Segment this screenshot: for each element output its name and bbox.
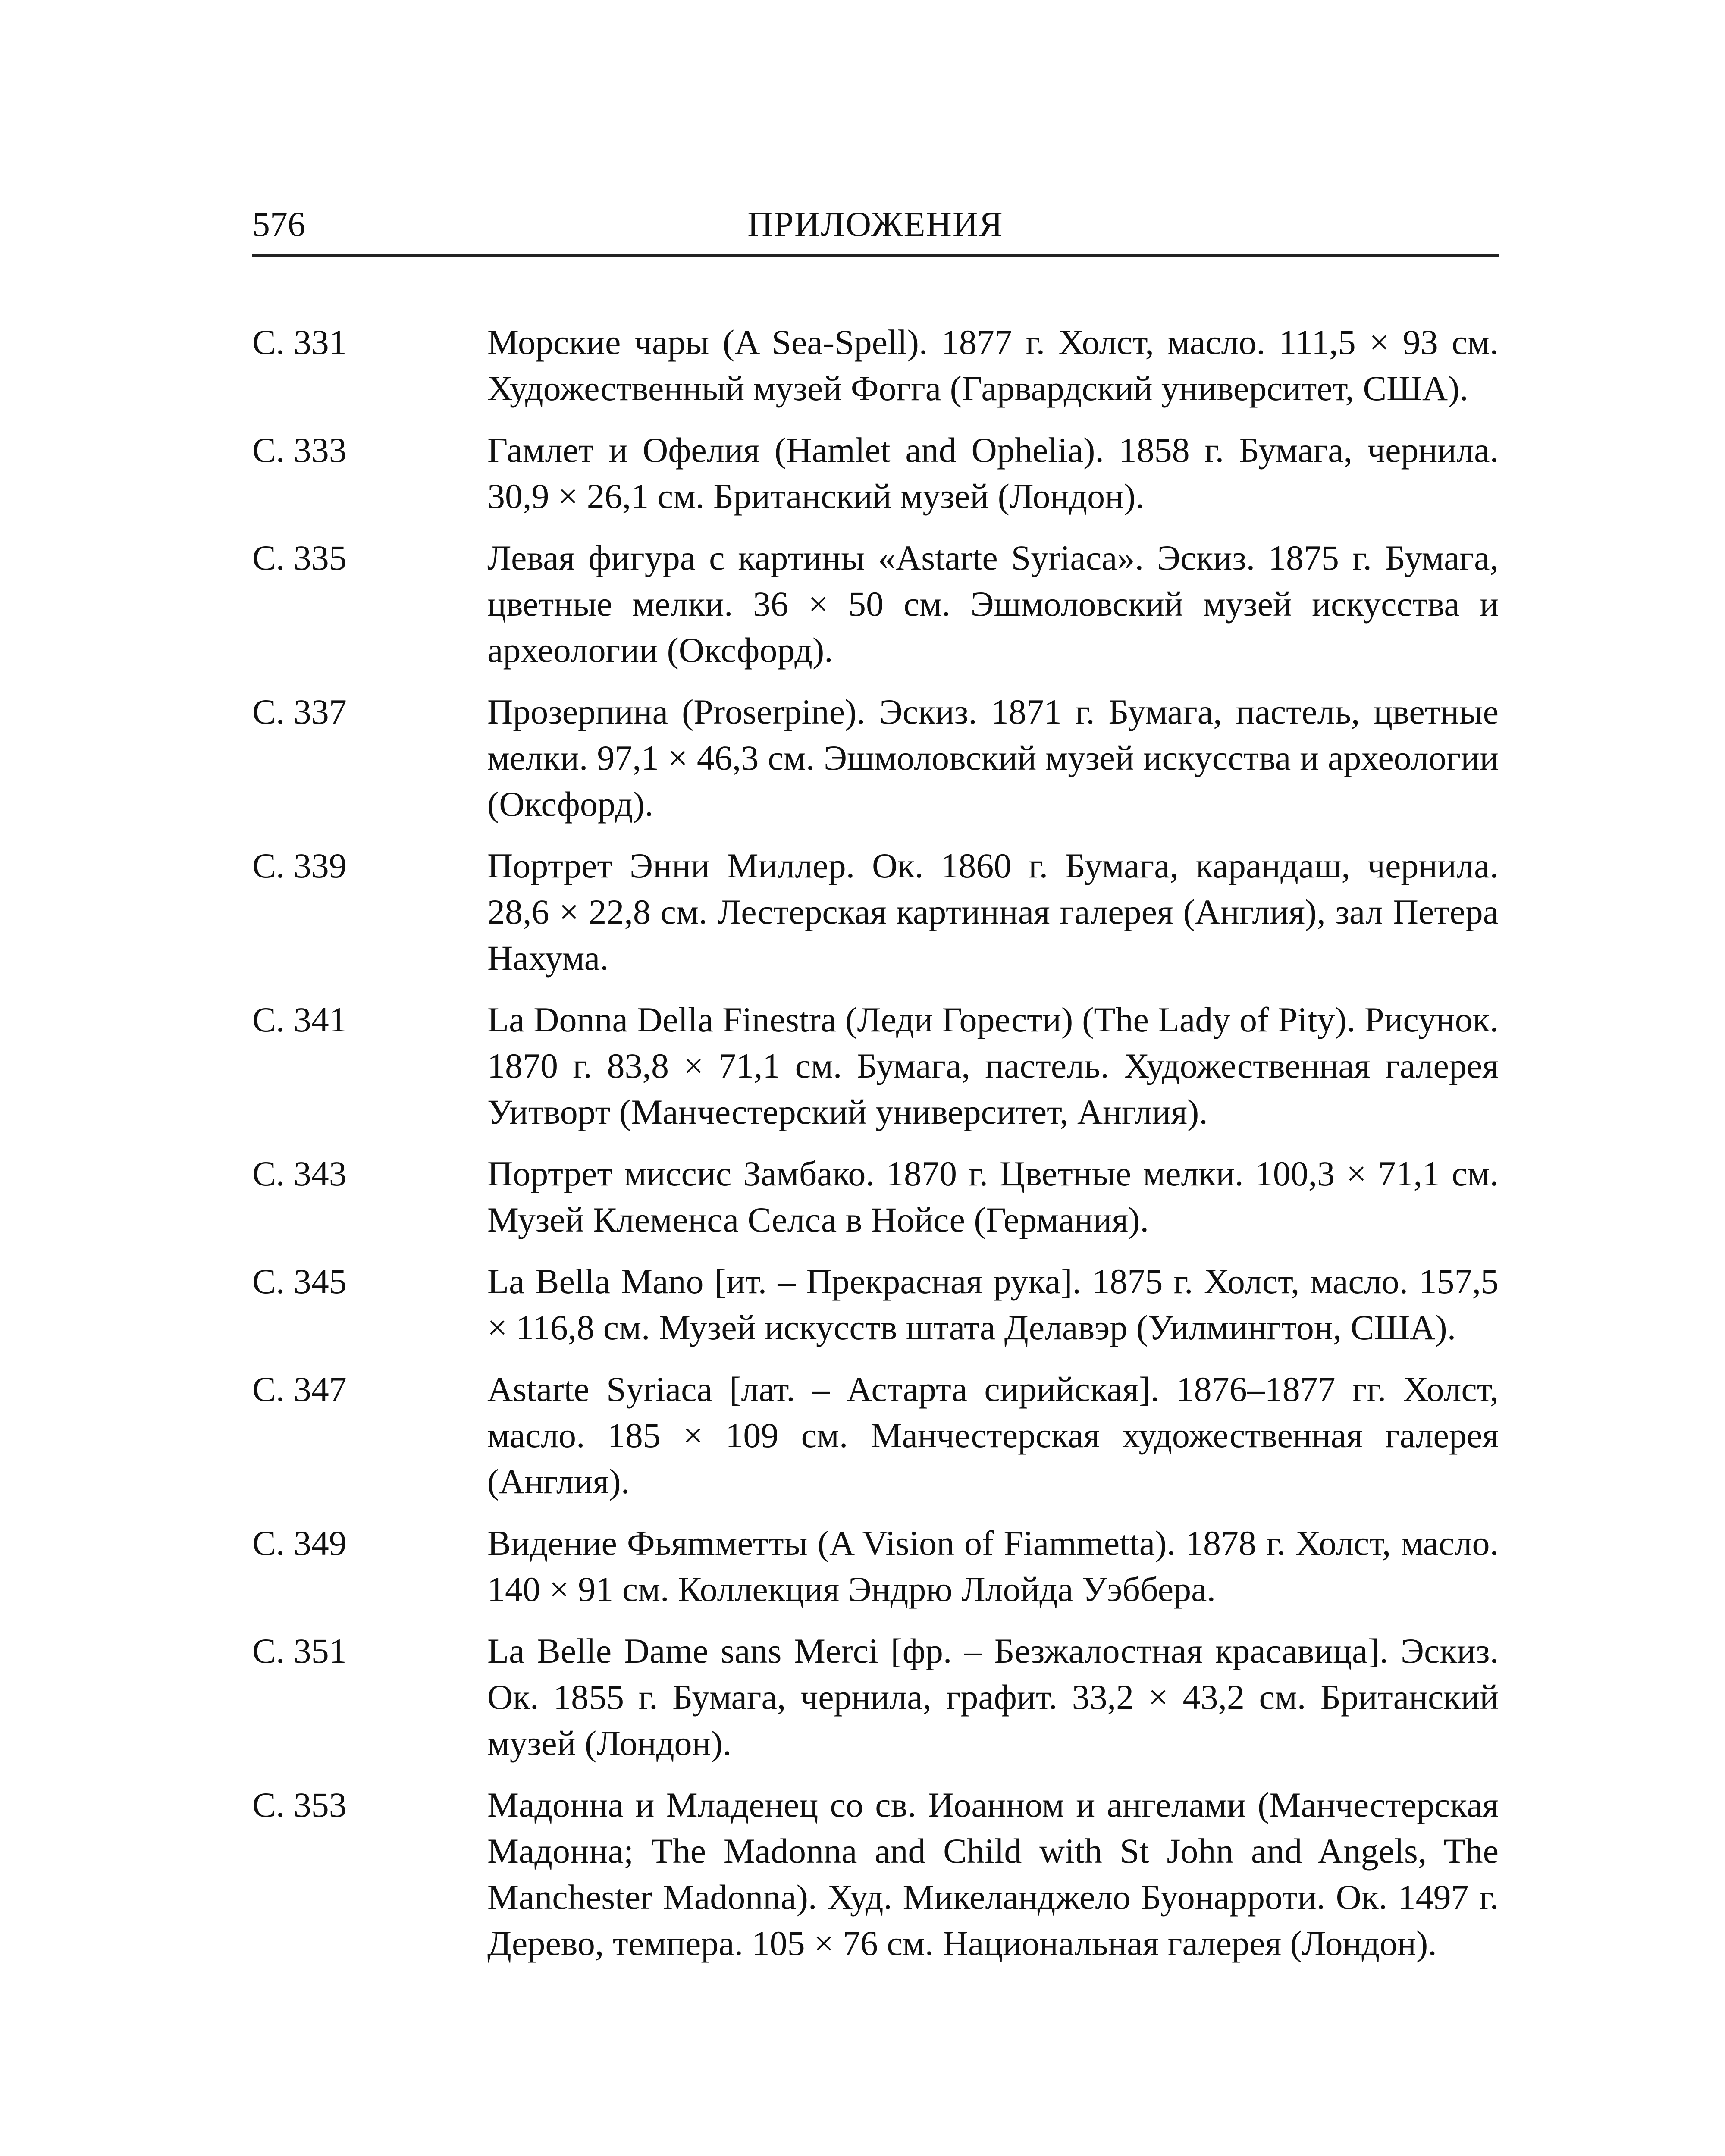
illustration-caption: Видение Фьяmметты (A Vision of Fiammetta). 1878 г. Холст, масло. 140 × 91 см. Коллекция Эндрю Ллойда Уэббера.: [487, 1523, 1499, 1609]
illustration-caption: La Belle Dame sans Merci [фр. – Безжалостная красавица]. Эскиз. Ок. 1855 г. Бумага, чернила, графит. 33,2 × 43,2 см. Британский музей (Лондон).: [487, 1631, 1499, 1763]
page-reference: С. 347: [252, 1369, 347, 1409]
list-item: [252, 535, 1499, 673]
list-item: [252, 1150, 1499, 1243]
page-reference: С. 341: [252, 1000, 347, 1039]
page-reference: С. 333: [252, 430, 347, 470]
illustration-caption: Левая фигура с картины «Astarte Syriaca». Эскиз. 1875 г. Бумага, цветные мелки. 36 × 50 см. Эшмоловский музей искусства и археологии (Оксфорд).: [487, 538, 1499, 670]
page-reference: С. 353: [252, 1785, 347, 1824]
list-item: [252, 997, 1499, 1135]
page-reference: С. 337: [252, 692, 347, 731]
running-title: ПРИЛОЖЕНИЯ: [747, 204, 1004, 244]
illustration-caption: La Bella Mano [ит. – Прекрасная рука]. 1875 г. Холст, масло. 157,5 × 116,8 см. Музей искусств штата Делавэр (Уилмингтон, США).: [487, 1262, 1499, 1347]
illustration-caption: Мадонна и Младенец со св. Иоанном и ангелами (Манчестерская Мадонна; The Madonna and Child with St John and Angels, The Manchester Madonna). Худ. Микеланджело Буонарроти. Ок. 1497 г. Дерево, темпера. 105 × 76 см. Национальная галерея (Лондон).: [487, 1785, 1499, 1963]
list-item: [252, 1366, 1499, 1504]
list-item: [252, 1258, 1499, 1351]
page-reference: С. 345: [252, 1262, 347, 1301]
list-item: [252, 1628, 1499, 1766]
page-reference: С. 343: [252, 1154, 347, 1193]
illustration-caption: Портрет миссис Замбако. 1870 г. Цветные мелки. 100,3 × 71,1 см. Музей Клеменса Селса в Нойсе (Германия).: [487, 1154, 1499, 1239]
illustration-caption: Прозерпина (Proserpine). Эскиз. 1871 г. Бумага, пастель, цветные мелки. 97,1 × 46,3 см. Эшмоловский музей искусства и археологии (Оксфорд).: [487, 692, 1499, 824]
list-item: [252, 689, 1499, 827]
list-item: [252, 1520, 1499, 1612]
illustration-caption: Astarte Syriaca [лат. – Астарта сирийская]. 1876–1877 гг. Холст, масло. 185 × 109 см. Манчестерская художественная галерея (Англия).: [487, 1369, 1499, 1501]
page-number: 576: [252, 204, 305, 244]
illustration-caption: Гамлет и Офелия (Hamlet and Ophelia). 1858 г. Бумага, чернила. 30,9 × 26,1 см. Британский музей (Лондон).: [487, 430, 1499, 516]
list-item: [252, 843, 1499, 981]
page-reference: С. 349: [252, 1523, 347, 1563]
page-reference: С. 331: [252, 323, 347, 362]
page-reference: С. 339: [252, 846, 347, 885]
list-item: [252, 319, 1499, 411]
illustration-caption: La Donna Della Finestra (Леди Горести) (The Lady of Pity). Рисунок. 1870 г. 83,8 × 71,1 см. Бумага, пастель. Художественная галерея Уитворт (Манчестерский университет, Англия).: [487, 1000, 1499, 1131]
page-reference: С. 335: [252, 538, 347, 577]
list-item: [252, 1782, 1499, 1966]
illustration-list: [252, 319, 1499, 1982]
page-reference: С. 351: [252, 1631, 347, 1670]
list-item: [252, 427, 1499, 519]
illustration-caption: Портрет Энни Миллер. Ок. 1860 г. Бумага, карандаш, чернила. 28,6 × 22,8 см. Лестерская картинная галерея (Англия), зал Петера Нахума.: [487, 846, 1499, 978]
page-header: [252, 203, 1499, 257]
illustration-caption: Морские чары (A Sea-Spell). 1877 г. Холст, масло. 111,5 × 93 см. Художественный музей Фогга (Гарвардский университет, США).: [487, 323, 1499, 408]
